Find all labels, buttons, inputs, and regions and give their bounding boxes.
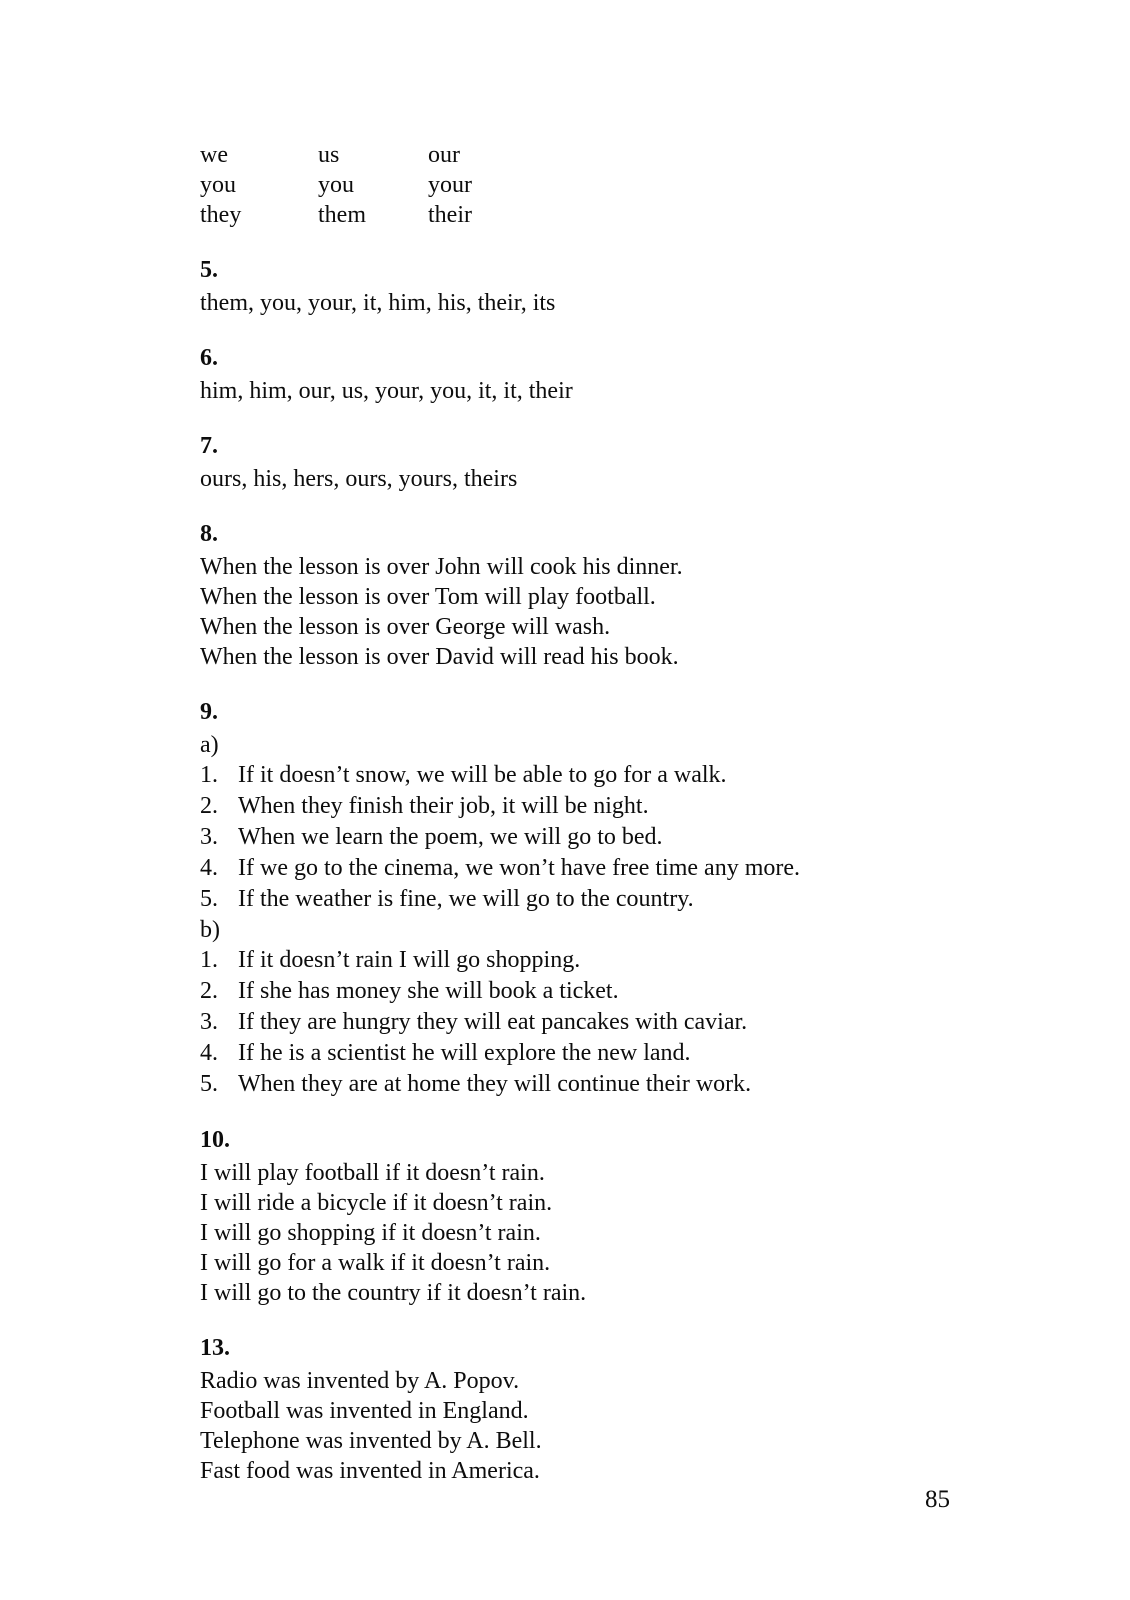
exercise-part-b-list bbox=[200, 945, 960, 1100]
pronoun-cell: us bbox=[318, 142, 340, 168]
list-item bbox=[200, 945, 960, 976]
pronoun-cell: we bbox=[200, 142, 228, 168]
list-item bbox=[200, 791, 960, 822]
exercise-10 bbox=[200, 1126, 960, 1308]
pronoun-cell: you bbox=[318, 172, 354, 198]
exercise-number: 6. bbox=[200, 345, 218, 371]
exercise-part-a-list bbox=[200, 760, 960, 915]
exercise-line: When the lesson is over Tom will play football. bbox=[200, 584, 656, 610]
table-row bbox=[200, 170, 538, 200]
exercise-number: 8. bbox=[200, 521, 218, 547]
exercise-number: 10. bbox=[200, 1127, 230, 1153]
list-item-number: 2. bbox=[200, 978, 218, 1004]
pronoun-cell: your bbox=[428, 172, 472, 198]
list-item-text: If he is a scientist he will explore the new land. bbox=[238, 1040, 691, 1066]
list-item-text: If she has money she will book a ticket. bbox=[238, 978, 619, 1004]
exercise-line: When the lesson is over John will cook his dinner. bbox=[200, 554, 683, 580]
exercise-line: him, him, our, us, your, you, it, it, their bbox=[200, 378, 573, 404]
list-item bbox=[200, 1007, 960, 1038]
list-item-number: 5. bbox=[200, 1071, 218, 1097]
list-item bbox=[200, 1038, 960, 1069]
exercise-number: 7. bbox=[200, 433, 218, 459]
exercise-number: 13. bbox=[200, 1335, 230, 1361]
exercise-line: I will go to the country if it doesn’t rain. bbox=[200, 1280, 587, 1306]
exercise-line: I will ride a bicycle if it doesn’t rain. bbox=[200, 1190, 553, 1216]
table-row bbox=[200, 200, 538, 230]
exercise-part-label-a: a) bbox=[200, 732, 219, 758]
exercise-number: 9. bbox=[200, 699, 218, 725]
list-item-text: If we go to the cinema, we won’t have free time any more. bbox=[238, 855, 801, 881]
exercise-line: them, you, your, it, him, his, their, its bbox=[200, 290, 556, 316]
pronoun-cell: them bbox=[318, 202, 366, 228]
list-item bbox=[200, 853, 960, 884]
list-item-text: If it doesn’t snow, we will be able to go for a walk. bbox=[238, 762, 727, 788]
exercise-9 bbox=[200, 698, 960, 1100]
list-item bbox=[200, 884, 960, 915]
exercise-line: Radio was invented by A. Popov. bbox=[200, 1368, 520, 1394]
list-item-number: 1. bbox=[200, 947, 218, 973]
list-item bbox=[200, 1069, 960, 1100]
exercise-13 bbox=[200, 1334, 960, 1486]
exercise-line: Telephone was invented by A. Bell. bbox=[200, 1428, 542, 1454]
exercise-part-label-b: b) bbox=[200, 917, 220, 943]
exercise-line: I will go shopping if it doesn’t rain. bbox=[200, 1220, 541, 1246]
pronoun-table bbox=[200, 140, 538, 230]
pronoun-cell: they bbox=[200, 202, 242, 228]
list-item-number: 4. bbox=[200, 1040, 218, 1066]
exercise-line: When the lesson is over George will wash. bbox=[200, 614, 611, 640]
list-item-text: When they are at home they will continue their work. bbox=[238, 1071, 752, 1097]
exercise-line: Fast food was invented in America. bbox=[200, 1458, 540, 1484]
exercise-line: I will go for a walk if it doesn’t rain. bbox=[200, 1250, 551, 1276]
exercise-5 bbox=[200, 256, 960, 318]
pronoun-cell: their bbox=[428, 202, 472, 228]
exercise-line: I will play football if it doesn’t rain. bbox=[200, 1160, 545, 1186]
page-number: 85 bbox=[925, 1486, 950, 1513]
exercise-line: ours, his, hers, ours, yours, theirs bbox=[200, 466, 518, 492]
list-item-text: If they are hungry they will eat pancakes with caviar. bbox=[238, 1009, 748, 1035]
list-item-number: 5. bbox=[200, 886, 218, 912]
exercise-6 bbox=[200, 344, 960, 406]
list-item-text: If the weather is fine, we will go to the country. bbox=[238, 886, 694, 912]
list-item bbox=[200, 760, 960, 791]
list-item-text: When they finish their job, it will be night. bbox=[238, 793, 649, 819]
list-item-text: If it doesn’t rain I will go shopping. bbox=[238, 947, 581, 973]
list-item-text: When we learn the poem, we will go to bed. bbox=[238, 824, 663, 850]
list-item-number: 3. bbox=[200, 824, 218, 850]
exercise-line: Football was invented in England. bbox=[200, 1398, 529, 1424]
page-content bbox=[200, 140, 960, 1486]
pronoun-cell: our bbox=[428, 142, 460, 168]
list-item bbox=[200, 822, 960, 853]
list-item-number: 2. bbox=[200, 793, 218, 819]
exercise-number: 5. bbox=[200, 257, 218, 283]
pronoun-cell: you bbox=[200, 172, 236, 198]
list-item bbox=[200, 976, 960, 1007]
exercise-7 bbox=[200, 432, 960, 494]
list-item-number: 1. bbox=[200, 762, 218, 788]
exercise-8 bbox=[200, 520, 960, 672]
table-row bbox=[200, 140, 538, 170]
list-item-number: 3. bbox=[200, 1009, 218, 1035]
exercise-line: When the lesson is over David will read his book. bbox=[200, 644, 679, 670]
list-item-number: 4. bbox=[200, 855, 218, 881]
